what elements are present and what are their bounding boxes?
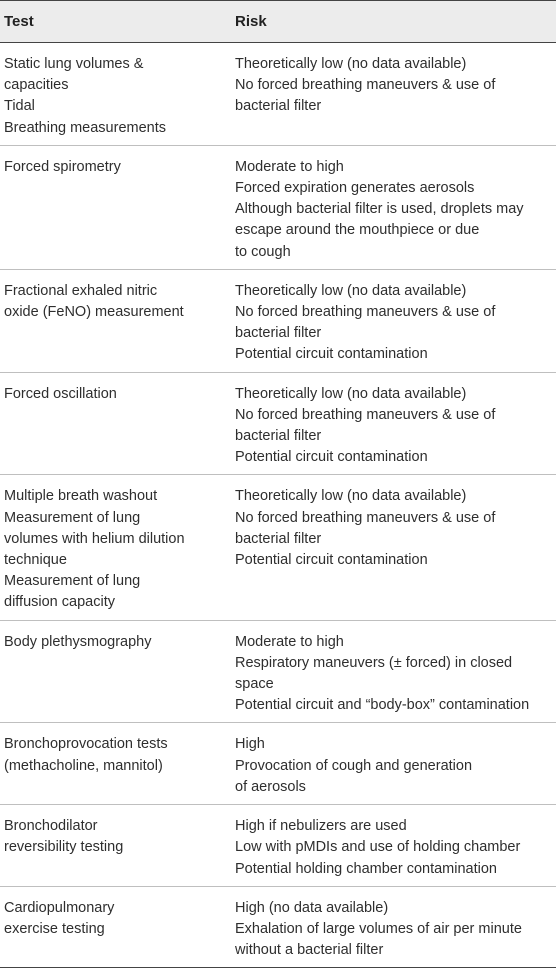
test-cell <box>0 734 235 798</box>
risk-line: Exhalation of large volumes of air per minute <box>235 920 522 937</box>
risk-line: Provocation of cough and generation <box>235 757 473 774</box>
test-cell <box>0 54 235 139</box>
test-cell <box>0 157 235 263</box>
risk-cell <box>235 157 556 263</box>
header-risk: Risk <box>235 13 267 30</box>
risk-line: Although bacterial filter is used, droplets may <box>235 201 524 218</box>
test-line: (methacholine, mannitol) <box>4 757 163 774</box>
risk-line: of aerosols <box>235 778 306 795</box>
risk-cell <box>235 54 556 139</box>
table-row <box>0 723 556 805</box>
test-cell <box>0 816 235 880</box>
test-line: reversibility testing <box>4 839 124 856</box>
test-line: Tidal <box>4 98 35 115</box>
test-line: Fractional exhaled nitric <box>4 282 158 299</box>
risk-line: No forced breathing maneuvers & use of <box>235 406 496 423</box>
risk-line: Potential circuit contamination <box>235 552 428 569</box>
test-cell <box>0 281 235 366</box>
risk-cell <box>235 281 556 366</box>
test-line: Static lung volumes & <box>4 56 144 72</box>
risk-line: Moderate to high <box>235 158 344 175</box>
risk-line: High <box>235 736 265 753</box>
test-cell <box>0 632 235 717</box>
table-row <box>0 805 556 887</box>
risk-cell <box>235 734 556 798</box>
risk-line: Theoretically low (no data available) <box>235 282 467 299</box>
test-line: exercise testing <box>4 920 105 937</box>
test-line: Multiple breath washout <box>4 488 158 505</box>
test-line: technique <box>4 552 67 569</box>
test-line: volumes with helium dilution <box>4 530 185 547</box>
risk-line: No forced breathing maneuvers & use of <box>235 77 496 94</box>
risk-line: Moderate to high <box>235 633 344 650</box>
test-line: Measurement of lung <box>4 509 141 526</box>
table-row <box>0 146 556 270</box>
risk-line: Potential circuit contamination <box>235 449 428 466</box>
test-line: capacities <box>4 77 69 94</box>
table-body <box>0 43 556 968</box>
risk-line: bacterial filter <box>235 98 322 115</box>
risk-line: High (no data available) <box>235 899 389 916</box>
risk-line: bacterial filter <box>235 530 322 547</box>
risk-line: to cough <box>235 243 291 260</box>
test-line: Bronchoprovocation tests <box>4 736 168 753</box>
risk-line: Forced expiration generates aerosols <box>235 180 475 197</box>
risk-line: Potential circuit contamination <box>235 346 428 363</box>
risk-line: Potential holding chamber contamination <box>235 860 497 877</box>
test-cell <box>0 384 235 469</box>
test-line: diffusion capacity <box>4 594 115 611</box>
test-line: Bronchodilator <box>4 818 98 835</box>
risk-line: escape around the mouthpiece or due <box>235 222 480 239</box>
table-row <box>0 373 556 476</box>
risk-line: without a bacterial filter <box>235 942 384 959</box>
test-cell <box>0 486 235 613</box>
risk-line: space <box>235 676 274 693</box>
table-row <box>0 887 556 968</box>
table-row <box>0 475 556 620</box>
risk-line: No forced breathing maneuvers & use of <box>235 304 496 321</box>
risk-cell <box>235 486 556 613</box>
risk-line: Theoretically low (no data available) <box>235 56 467 72</box>
risk-line: Potential circuit and “body-box” contamination <box>235 697 530 714</box>
test-line: Forced oscillation <box>4 385 117 402</box>
risk-cell <box>235 816 556 880</box>
test-line: Body plethysmography <box>4 633 152 650</box>
table-row <box>0 270 556 373</box>
risk-cell <box>235 632 556 717</box>
risk-line: Low with pMDIs and use of holding chamber <box>235 839 521 856</box>
table-header <box>0 0 556 43</box>
risk-line: Theoretically low (no data available) <box>235 385 467 402</box>
test-line: Breathing measurements <box>4 119 166 136</box>
table-row <box>0 43 556 146</box>
risk-cell <box>235 384 556 469</box>
risk-line: No forced breathing maneuvers & use of <box>235 509 496 526</box>
risk-line: bacterial filter <box>235 325 322 342</box>
risk-line: Respiratory maneuvers (± forced) in closed <box>235 654 513 671</box>
risk-line: bacterial filter <box>235 428 322 445</box>
risk-line: High if nebulizers are used <box>235 818 407 835</box>
header-test: Test <box>4 13 34 30</box>
test-line: Forced spirometry <box>4 158 121 175</box>
test-line: oxide (FeNO) measurement <box>4 304 184 321</box>
risk-line: Theoretically low (no data available) <box>235 488 467 505</box>
test-line: Measurement of lung <box>4 573 141 590</box>
test-line: Cardiopulmonary <box>4 899 115 916</box>
table-row <box>0 621 556 724</box>
